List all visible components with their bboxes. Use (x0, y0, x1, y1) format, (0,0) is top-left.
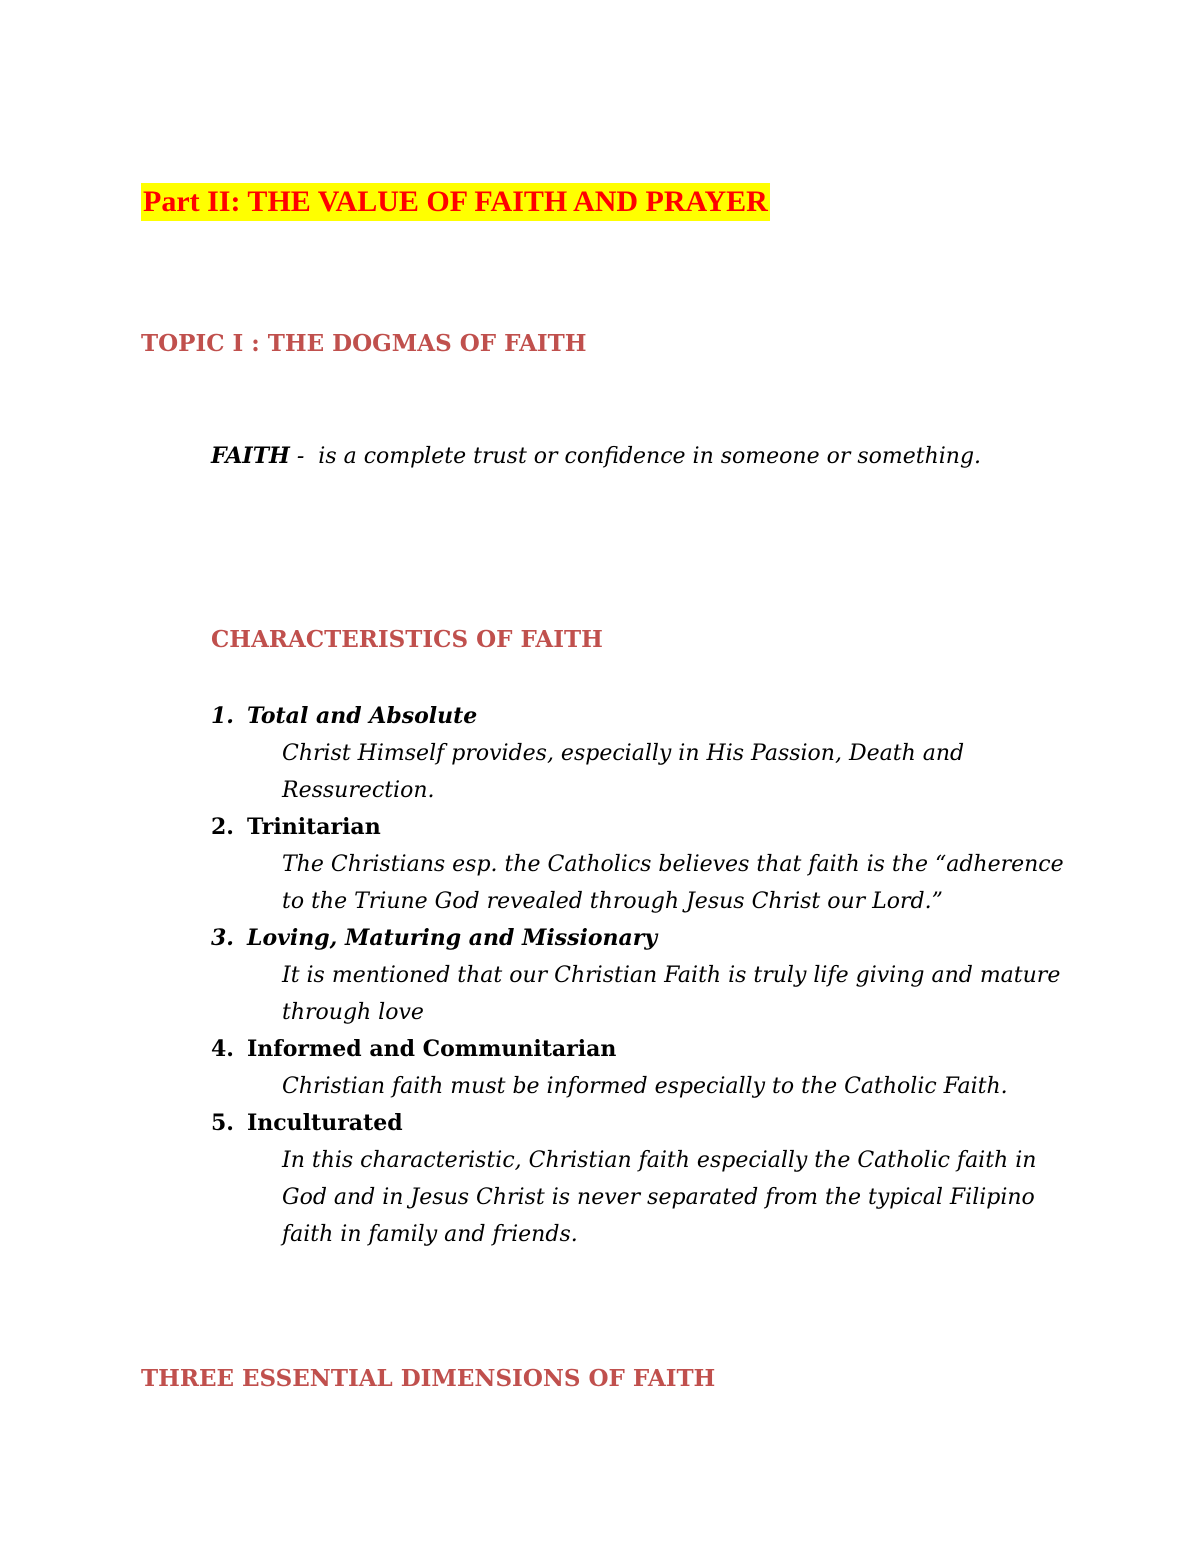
definition-text: is a complete trust or confidence in someone or something. (318, 444, 982, 469)
list-item-title: Informed and Communitarian (247, 1036, 617, 1062)
list-item (211, 1105, 1091, 1253)
list-item (211, 809, 1091, 920)
list-item (211, 1031, 1091, 1105)
definition-separator: - (289, 444, 319, 469)
characteristics-list (211, 698, 1091, 1253)
list-item-heading (211, 809, 1091, 846)
list-item-number: 4. (211, 1036, 234, 1062)
list-item-number: 1. (211, 703, 234, 729)
definition-term: FAITH (211, 443, 290, 469)
list-item-heading (211, 920, 1091, 957)
topic-heading: TOPIC I : THE DOGMAS OF FAITH (141, 330, 587, 357)
list-item-number: 2. (211, 814, 234, 840)
list-item-number: 5. (211, 1110, 234, 1136)
list-item-description: Christian faith must be informed especially to the Catholic Faith. (282, 1074, 1008, 1099)
list-item (211, 698, 1091, 809)
list-item-description: Christ Himself provides, especially in His Passion, Death and Ressurection. (282, 741, 965, 803)
part-title: Part II: THE VALUE OF FAITH AND PRAYER (141, 183, 770, 221)
list-item-description: The Christians esp. the Catholics believes that faith is the “adherence to the Triune God revealed through Jesus Christ our Lord.” (282, 852, 1064, 914)
list-item-title: Inculturated (247, 1110, 403, 1136)
list-item-number: 3. (211, 925, 234, 951)
list-item-heading (211, 698, 1091, 735)
characteristics-heading: CHARACTERISTICS OF FAITH (211, 626, 603, 653)
dimensions-heading: THREE ESSENTIAL DIMENSIONS OF FAITH (141, 1365, 716, 1392)
list-item-title: Trinitarian (247, 814, 381, 840)
list-item-heading (211, 1105, 1091, 1142)
list-item (211, 920, 1091, 1031)
list-item-title: Total and Absolute (247, 703, 478, 729)
list-item-description: In this characteristic, Christian faith especially the Catholic faith in God and in Jesus Christ is never separated from the typical Filipino faith in family and friends. (282, 1148, 1037, 1247)
list-item-description: It is mentioned that our Christian Faith is truly life giving and mature through love (282, 963, 1061, 1025)
list-item-title: Loving, Maturing and Missionary (247, 925, 658, 951)
list-item-heading (211, 1031, 1091, 1068)
faith-definition (211, 441, 981, 472)
